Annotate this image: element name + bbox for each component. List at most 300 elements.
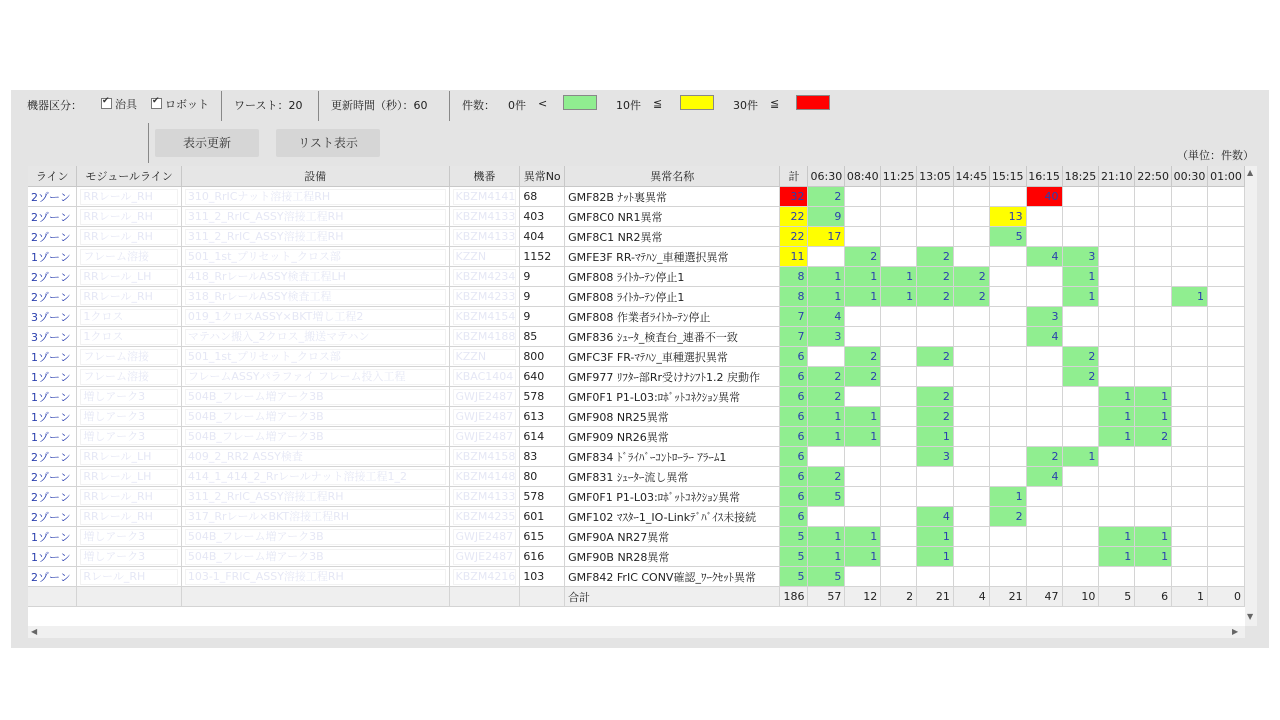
machine-field[interactable]: KBZM4216: [453, 569, 517, 585]
count-cell: 4: [1026, 327, 1062, 347]
equipment-field[interactable]: マテハン搬入_2クロス_搬送マテハン: [185, 329, 446, 345]
count-cell: [1026, 367, 1062, 387]
module-field[interactable]: RRレール_LH: [80, 449, 177, 465]
equipment-cell[interactable]: [181, 507, 449, 527]
count-cell: [845, 227, 881, 247]
module-cell[interactable]: [77, 207, 181, 227]
machine-field[interactable]: KBZM4133: [453, 489, 517, 505]
checkbox-checked-icon: [151, 98, 162, 109]
count-cell: 5: [989, 227, 1026, 247]
count-cell: [1172, 327, 1208, 347]
table-row[interactable]: [28, 227, 1245, 247]
table-row[interactable]: [28, 347, 1245, 367]
line-cell[interactable]: 1ゾーン: [28, 367, 77, 387]
module-cell[interactable]: [77, 427, 181, 447]
scroll-down-icon[interactable]: ▼: [1247, 612, 1254, 621]
module-field[interactable]: 増しアーク3: [80, 529, 177, 545]
anomaly-name-cell: GMFC3F FR-ﾏﾃﾊﾝ_車種選択異常: [565, 347, 780, 367]
module-field[interactable]: フレーム溶接: [80, 349, 177, 365]
equipment-cell[interactable]: [181, 527, 449, 547]
module-cell[interactable]: [77, 307, 181, 327]
equipment-cell[interactable]: [181, 247, 449, 267]
count-cell: [1062, 327, 1099, 347]
count-cell: 2: [917, 287, 954, 307]
total-cell: 22: [780, 207, 808, 227]
module-cell[interactable]: [77, 527, 181, 547]
module-field[interactable]: フレーム溶接: [80, 249, 177, 265]
table-row[interactable]: [28, 267, 1245, 287]
col-time[interactable]: 11:25: [881, 166, 917, 187]
module-field[interactable]: RRレール_RH: [80, 509, 177, 525]
machine-cell[interactable]: [449, 407, 520, 427]
count-cell: [1172, 347, 1208, 367]
equipment-field[interactable]: 501_1st_プリセット_クロス部: [185, 249, 446, 265]
machine-cell[interactable]: [449, 447, 520, 467]
table-row[interactable]: [28, 407, 1245, 427]
vertical-scrollbar[interactable]: [1245, 166, 1257, 626]
line-cell[interactable]: 2ゾーン: [28, 267, 77, 287]
machine-field[interactable]: GWJE2487: [453, 429, 517, 445]
equipment-field[interactable]: 504B_フレーム増アーク3B: [185, 429, 446, 445]
table-row[interactable]: [28, 507, 1245, 527]
equipment-cell[interactable]: [181, 547, 449, 567]
count-cell: [1207, 487, 1244, 507]
anomaly-name-cell: GMF834 ﾄﾞﾗｲﾊﾞｰｺﾝﾄﾛｰﾗｰ ｱﾗｰﾑ1: [565, 447, 780, 467]
count-cell: [989, 347, 1026, 367]
count-cell: [1172, 487, 1208, 507]
equipment-field[interactable]: 504B_フレーム増アーク3B: [185, 409, 446, 425]
machine-field[interactable]: KBZM4235: [453, 509, 517, 525]
col-time[interactable]: 01:00: [1207, 166, 1244, 187]
module-cell[interactable]: [77, 327, 181, 347]
equipment-field[interactable]: 311_2_RrIC_ASSY溶接工程RH: [185, 489, 446, 505]
table-row[interactable]: [28, 207, 1245, 227]
module-field[interactable]: 1クロス: [80, 309, 177, 325]
module-cell[interactable]: [77, 287, 181, 307]
anomaly-no-cell: 103: [520, 567, 565, 587]
machine-field[interactable]: GWJE2487: [453, 549, 517, 565]
col-machine[interactable]: 機番: [449, 166, 520, 187]
equipment-field[interactable]: 311_2_RrIC_ASSY溶接工程RH: [185, 229, 446, 245]
count-cell: [989, 427, 1026, 447]
count-cell: [1099, 447, 1135, 467]
category-label: 機器区分：: [27, 99, 82, 112]
line-cell[interactable]: 3ゾーン: [28, 307, 77, 327]
column-total-cell: 2: [881, 587, 917, 607]
machine-cell[interactable]: [449, 347, 520, 367]
count-cell: [1099, 227, 1135, 247]
machine-field[interactable]: KBZM4158: [453, 449, 517, 465]
count-cell: [881, 327, 917, 347]
line-cell[interactable]: 2ゾーン: [28, 207, 77, 227]
col-time[interactable]: 15:15: [989, 166, 1026, 187]
count-cell: 2: [917, 387, 954, 407]
module-cell[interactable]: [77, 467, 181, 487]
module-cell[interactable]: [77, 507, 181, 527]
col-anomaly-name[interactable]: 異常名称: [565, 166, 780, 187]
line-cell[interactable]: 1ゾーン: [28, 347, 77, 367]
equipment-field[interactable]: 318_RrレールASSY検査工程: [185, 289, 446, 305]
count-cell: 13: [989, 207, 1026, 227]
count-cell: 1: [845, 267, 881, 287]
count-cell: [881, 427, 917, 447]
module-field[interactable]: 増しアーク3: [80, 409, 177, 425]
count-cell: [989, 407, 1026, 427]
anomaly-name-cell: GMF808 ﾗｲﾄｶｰﾃﾝ停止1: [565, 287, 780, 307]
count-cell: [1062, 567, 1099, 587]
machine-field[interactable]: KBZM4188: [453, 329, 517, 345]
count-cell: [1172, 507, 1208, 527]
count-cell: [1026, 527, 1062, 547]
anomaly-name-cell: GMF8C1 NR2異常: [565, 227, 780, 247]
refresh-button[interactable]: 表示更新: [155, 129, 259, 157]
divider: [318, 91, 319, 121]
count-cell: [1026, 427, 1062, 447]
count-cell: 1: [917, 427, 954, 447]
count-cell: 2: [1135, 427, 1172, 447]
count-cell: [1099, 267, 1135, 287]
column-total-cell: 47: [1026, 587, 1062, 607]
count-cell: [1207, 247, 1244, 267]
col-time[interactable]: 06:30: [808, 166, 845, 187]
module-field[interactable]: RRレール_RH: [80, 289, 177, 305]
module-cell[interactable]: [77, 187, 181, 207]
table-row[interactable]: [28, 247, 1245, 267]
machine-field[interactable]: KBZM4133: [453, 229, 517, 245]
equipment-cell[interactable]: [181, 567, 449, 587]
count-cell: 4: [917, 507, 954, 527]
equipment-field[interactable]: 504B_フレーム増アーク3B: [185, 529, 446, 545]
count-cell: [845, 327, 881, 347]
anomaly-name-cell: GMF977 ﾘﾌﾀｰ部Rr受けﾅｼﾌﾄ1.2 戻動作: [565, 367, 780, 387]
equipment-field[interactable]: 504B_フレーム増アーク3B: [185, 549, 446, 565]
machine-cell[interactable]: [449, 227, 520, 247]
count-cell: [1099, 367, 1135, 387]
machine-cell[interactable]: [449, 367, 520, 387]
count-cell: 1: [845, 407, 881, 427]
col-time[interactable]: 16:15: [1026, 166, 1062, 187]
col-anomaly-no[interactable]: 異常No: [520, 166, 565, 187]
total-cell: 6: [780, 407, 808, 427]
count-cell: [881, 507, 917, 527]
anomaly-no-cell: 615: [520, 527, 565, 547]
equipment-field[interactable]: 311_2_RrIC_ASSY溶接工程RH: [185, 209, 446, 225]
machine-cell[interactable]: [449, 267, 520, 287]
count-cell: [953, 327, 989, 347]
count-cell: [953, 487, 989, 507]
module-field[interactable]: RRレール_RH: [80, 189, 177, 205]
machine-cell[interactable]: [449, 287, 520, 307]
count-cell: [1207, 207, 1244, 227]
column-total-cell: 1: [1172, 587, 1208, 607]
machine-field[interactable]: KBZM4141: [453, 189, 517, 205]
col-time[interactable]: 13:05: [917, 166, 954, 187]
count-cell: 2: [917, 267, 954, 287]
equipment-cell[interactable]: [181, 187, 449, 207]
module-cell[interactable]: [77, 367, 181, 387]
scroll-up-icon[interactable]: ▲: [1247, 168, 1254, 177]
table-row[interactable]: [28, 487, 1245, 507]
count-cell: 1: [1135, 527, 1172, 547]
count-cell: [1207, 227, 1244, 247]
count-cell: [1026, 547, 1062, 567]
equipment-field[interactable]: 409_2_RR2 ASSY検査: [185, 449, 446, 465]
count-cell: [1207, 347, 1244, 367]
module-cell[interactable]: [77, 347, 181, 367]
machine-cell[interactable]: [449, 327, 520, 347]
line-cell[interactable]: 1ゾーン: [28, 247, 77, 267]
count-cell: [953, 387, 989, 407]
legend-0-label: 0件: [508, 99, 526, 112]
equipment-field[interactable]: 418_RrレールASSY検査工程LH: [185, 269, 446, 285]
module-field[interactable]: 増しアーク3: [80, 549, 177, 565]
machine-cell[interactable]: [449, 547, 520, 567]
machine-field[interactable]: KBZM4233: [453, 289, 517, 305]
col-total[interactable]: 計: [780, 166, 808, 187]
module-field[interactable]: RRレール_RH: [80, 209, 177, 225]
col-time[interactable]: 18:25: [1062, 166, 1099, 187]
equipment-field[interactable]: 019_1クロスASSY×BKT増し工程2: [185, 309, 446, 325]
machine-field[interactable]: GWJE2487: [453, 529, 517, 545]
module-cell[interactable]: [77, 387, 181, 407]
count-cell: 1: [917, 547, 954, 567]
count-cell: [1172, 247, 1208, 267]
module-cell[interactable]: [77, 267, 181, 287]
list-view-button[interactable]: リスト表示: [276, 129, 380, 157]
table-row[interactable]: [28, 307, 1245, 327]
machine-cell[interactable]: [449, 467, 520, 487]
line-cell[interactable]: 1ゾーン: [28, 387, 77, 407]
module-cell[interactable]: [77, 227, 181, 247]
line-cell[interactable]: 2ゾーン: [28, 227, 77, 247]
count-cell: [1062, 207, 1099, 227]
equipment-cell[interactable]: [181, 347, 449, 367]
count-cell: [989, 287, 1026, 307]
line-cell[interactable]: 2ゾーン: [28, 487, 77, 507]
count-cell: [808, 507, 845, 527]
count-cell: [1172, 227, 1208, 247]
line-cell[interactable]: 2ゾーン: [28, 467, 77, 487]
table-row[interactable]: [28, 187, 1245, 207]
divider: [221, 91, 222, 121]
module-cell[interactable]: [77, 567, 181, 587]
machine-cell[interactable]: [449, 187, 520, 207]
col-equipment[interactable]: 設備: [181, 166, 449, 187]
col-time[interactable]: 14:45: [953, 166, 989, 187]
line-cell[interactable]: 2ゾーン: [28, 447, 77, 467]
scroll-left-icon[interactable]: ◀: [31, 627, 38, 636]
equipment-cell[interactable]: [181, 227, 449, 247]
table-row[interactable]: [28, 327, 1245, 347]
machine-cell[interactable]: [449, 427, 520, 447]
module-field[interactable]: RRレール_RH: [80, 229, 177, 245]
module-field[interactable]: 増しアーク3: [80, 429, 177, 445]
equipment-cell[interactable]: [181, 267, 449, 287]
equipment-field[interactable]: 414_1_414_2_Rrレールナット溶接工程1_2: [185, 469, 446, 485]
machine-field[interactable]: KBAC1404: [453, 369, 517, 385]
table-row[interactable]: [28, 447, 1245, 467]
machine-cell[interactable]: [449, 307, 520, 327]
column-total-cell: 10: [1062, 587, 1099, 607]
col-module[interactable]: モジュールライン: [77, 166, 181, 187]
table-row[interactable]: [28, 367, 1245, 387]
equipment-cell[interactable]: [181, 447, 449, 467]
machine-field[interactable]: KZZN: [453, 249, 517, 265]
line-cell[interactable]: 3ゾーン: [28, 327, 77, 347]
table-row[interactable]: [28, 547, 1245, 567]
total-cell: 8: [780, 267, 808, 287]
equipment-cell[interactable]: [181, 367, 449, 387]
count-cell: [1099, 567, 1135, 587]
module-field[interactable]: RRレール_RH: [80, 489, 177, 505]
line-cell[interactable]: 1ゾーン: [28, 547, 77, 567]
count-cell: [989, 567, 1026, 587]
count-cell: [953, 407, 989, 427]
line-cell[interactable]: 1ゾーン: [28, 527, 77, 547]
scroll-right-icon[interactable]: ▶: [1232, 627, 1239, 636]
column-total-cell: 5: [1099, 587, 1135, 607]
machine-field[interactable]: KZZN: [453, 349, 517, 365]
jig-checkbox[interactable]: [101, 96, 137, 112]
robot-label: ロボット: [165, 98, 209, 111]
count-cell: [881, 207, 917, 227]
table-row[interactable]: [28, 427, 1245, 447]
count-cell: [881, 187, 917, 207]
count-cell: 1: [1135, 407, 1172, 427]
equipment-cell[interactable]: [181, 467, 449, 487]
equipment-field[interactable]: フレームASSYパラファイ フレーム投入工程: [185, 369, 446, 385]
machine-cell[interactable]: [449, 207, 520, 227]
line-cell[interactable]: 2ゾーン: [28, 187, 77, 207]
module-cell[interactable]: [77, 407, 181, 427]
anomaly-no-cell: 614: [520, 427, 565, 447]
total-cell: 11: [780, 247, 808, 267]
count-cell: [845, 387, 881, 407]
line-cell[interactable]: 2ゾーン: [28, 507, 77, 527]
horizontal-scrollbar[interactable]: [28, 626, 1245, 638]
anomaly-name-cell: GMF82B ﾅｯﾄ裏異常: [565, 187, 780, 207]
count-cell: 2: [1062, 367, 1099, 387]
anomaly-no-cell: 85: [520, 327, 565, 347]
line-cell[interactable]: 1ゾーン: [28, 427, 77, 447]
column-total-cell: 6: [1135, 587, 1172, 607]
equipment-cell[interactable]: [181, 387, 449, 407]
machine-field[interactable]: GWJE2487: [453, 389, 517, 405]
equipment-cell[interactable]: [181, 287, 449, 307]
count-cell: [845, 207, 881, 227]
count-cell: [1099, 247, 1135, 267]
module-field[interactable]: 増しアーク3: [80, 389, 177, 405]
machine-field[interactable]: KBZM4148: [453, 469, 517, 485]
module-cell[interactable]: [77, 247, 181, 267]
equipment-cell[interactable]: [181, 427, 449, 447]
anomaly-name-cell: GMF831 ｼｭｰﾀｰ流し異常: [565, 467, 780, 487]
robot-checkbox[interactable]: [151, 96, 209, 112]
count-cell: [953, 527, 989, 547]
line-cell[interactable]: 2ゾーン: [28, 287, 77, 307]
line-cell[interactable]: 2ゾーン: [28, 567, 77, 587]
machine-field[interactable]: KBZM4133: [453, 209, 517, 225]
count-cell: [1099, 487, 1135, 507]
table-row[interactable]: [28, 387, 1245, 407]
count-cell: [881, 567, 917, 587]
column-total-cell: 21: [989, 587, 1026, 607]
machine-field[interactable]: GWJE2487: [453, 409, 517, 425]
equipment-field[interactable]: 103-1_FRIC_ASSY溶接工程RH: [185, 569, 446, 585]
count-cell: [1062, 547, 1099, 567]
line-cell[interactable]: 1ゾーン: [28, 407, 77, 427]
count-cell: 4: [808, 307, 845, 327]
count-cell: [1172, 407, 1208, 427]
total-cell: 6: [780, 467, 808, 487]
equipment-field[interactable]: 317_Rrレール×BKT溶接工程RH: [185, 509, 446, 525]
count-cell: [1135, 447, 1172, 467]
count-cell: [1172, 187, 1208, 207]
equipment-field[interactable]: 310_RrICナット溶接工程RH: [185, 189, 446, 205]
module-field[interactable]: Rレール_RH: [80, 569, 177, 585]
equipment-cell[interactable]: [181, 487, 449, 507]
count-cell: [808, 247, 845, 267]
equipment-cell[interactable]: [181, 407, 449, 427]
module-field[interactable]: フレーム溶接: [80, 369, 177, 385]
count-cell: [845, 447, 881, 467]
count-cell: 1: [1099, 547, 1135, 567]
count-cell: [1135, 187, 1172, 207]
equipment-cell[interactable]: [181, 207, 449, 227]
machine-cell[interactable]: [449, 487, 520, 507]
equipment-field[interactable]: 504B_フレーム増アーク3B: [185, 389, 446, 405]
count-cell: [1207, 267, 1244, 287]
col-time[interactable]: 22:50: [1135, 166, 1172, 187]
total-cell: 6: [780, 487, 808, 507]
module-field[interactable]: RRレール_LH: [80, 269, 177, 285]
count-cell: 1: [881, 287, 917, 307]
machine-cell[interactable]: [449, 567, 520, 587]
table-row[interactable]: [28, 287, 1245, 307]
count-cell: 1: [917, 527, 954, 547]
equipment-field[interactable]: 501_1st_プリセット_クロス部: [185, 349, 446, 365]
machine-cell[interactable]: [449, 507, 520, 527]
count-cell: [1207, 447, 1244, 467]
equipment-cell[interactable]: [181, 307, 449, 327]
total-cell: 32: [780, 187, 808, 207]
module-field[interactable]: RRレール_LH: [80, 469, 177, 485]
machine-cell[interactable]: [449, 247, 520, 267]
count-cell: 4: [1026, 467, 1062, 487]
count-cell: [845, 507, 881, 527]
machine-cell[interactable]: [449, 387, 520, 407]
machine-field[interactable]: KBZM4234: [453, 269, 517, 285]
equipment-cell[interactable]: [181, 327, 449, 347]
table-row[interactable]: [28, 567, 1245, 587]
anomaly-no-cell: 1152: [520, 247, 565, 267]
count-cell: 2: [989, 507, 1026, 527]
table-row[interactable]: [28, 467, 1245, 487]
module-cell[interactable]: [77, 447, 181, 467]
col-time[interactable]: 21:10: [1099, 166, 1135, 187]
module-cell[interactable]: [77, 547, 181, 567]
anomaly-name-cell: GMF90B NR28異常: [565, 547, 780, 567]
col-line[interactable]: ライン: [28, 166, 77, 187]
machine-cell[interactable]: [449, 527, 520, 547]
col-time[interactable]: 00:30: [1172, 166, 1208, 187]
grand-total-cell: 186: [780, 587, 808, 607]
col-time[interactable]: 08:40: [845, 166, 881, 187]
machine-field[interactable]: KBZM4154: [453, 309, 517, 325]
module-field[interactable]: 1クロス: [80, 329, 177, 345]
table-row[interactable]: [28, 527, 1245, 547]
module-cell[interactable]: [77, 487, 181, 507]
